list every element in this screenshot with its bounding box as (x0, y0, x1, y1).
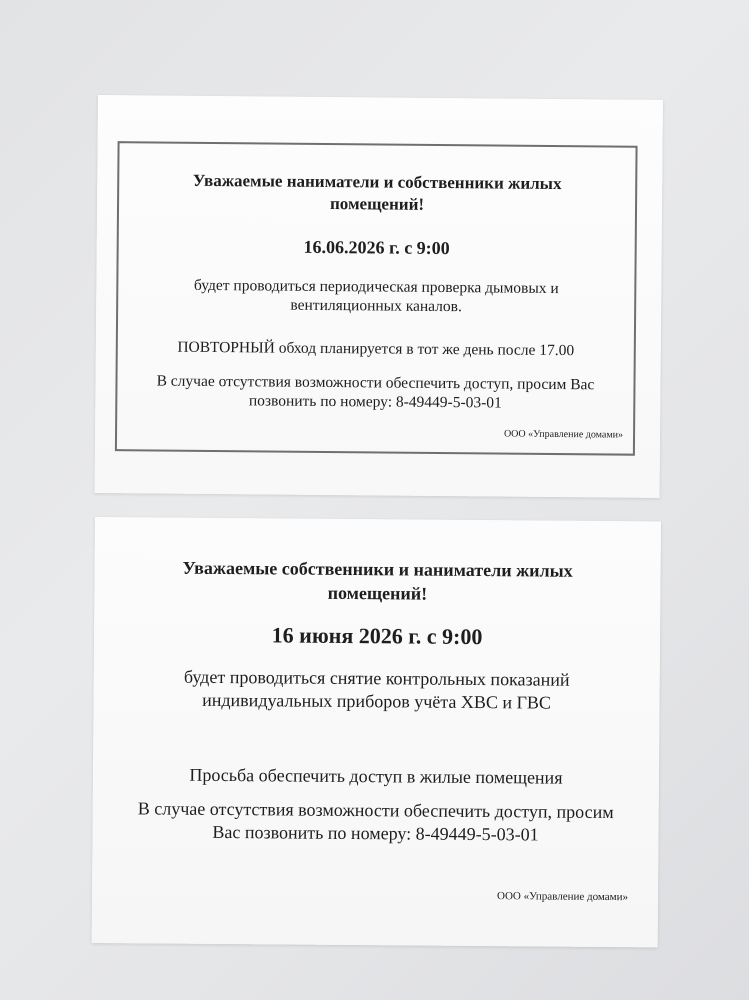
notice-contact: В случае отсутствия возможности обеспечить доступ, просим Вас позвонить по номеру: 8-49449-5-03-01 (156, 372, 595, 412)
notice-text: будет проводиться периодическая проверка дымовых и вентиляционных каналов. (193, 276, 559, 316)
notice-heading: Уважаемые наниматели и собственники жилых помещений! (192, 170, 562, 214)
notice-heading: Уважаемые собственники и наниматели жилых помещений! (182, 557, 573, 604)
notice-sheet-meter-readings (92, 517, 661, 947)
notice-date: 16.06.2026 г. с 9:00 (303, 236, 450, 259)
notice-border-frame (115, 141, 638, 456)
notice-signature: ООО «Управление домами» (496, 890, 629, 904)
notice-date: 16 июня 2026 г. с 9:00 (271, 622, 483, 650)
notice-text: будет проводиться снятие контрольных показаний индивидуальных приборов учёта ХВС и ГВС (183, 666, 570, 713)
notice-sheet-chimney-inspection (95, 95, 663, 498)
notice-access-request: Просьба обеспечить доступ в жилые помещения (189, 764, 563, 788)
notice-signature: ООО «Управление домами» (503, 428, 624, 441)
notice-repeat-visit: ПОВТОРНЫЙ обход планируется в тот же день после 17.00 (177, 338, 575, 360)
notice-contact: В случае отсутствия возможности обеспечить доступ, просим Вас позвонить по номеру: 8-49449-5-03-01 (137, 798, 614, 845)
